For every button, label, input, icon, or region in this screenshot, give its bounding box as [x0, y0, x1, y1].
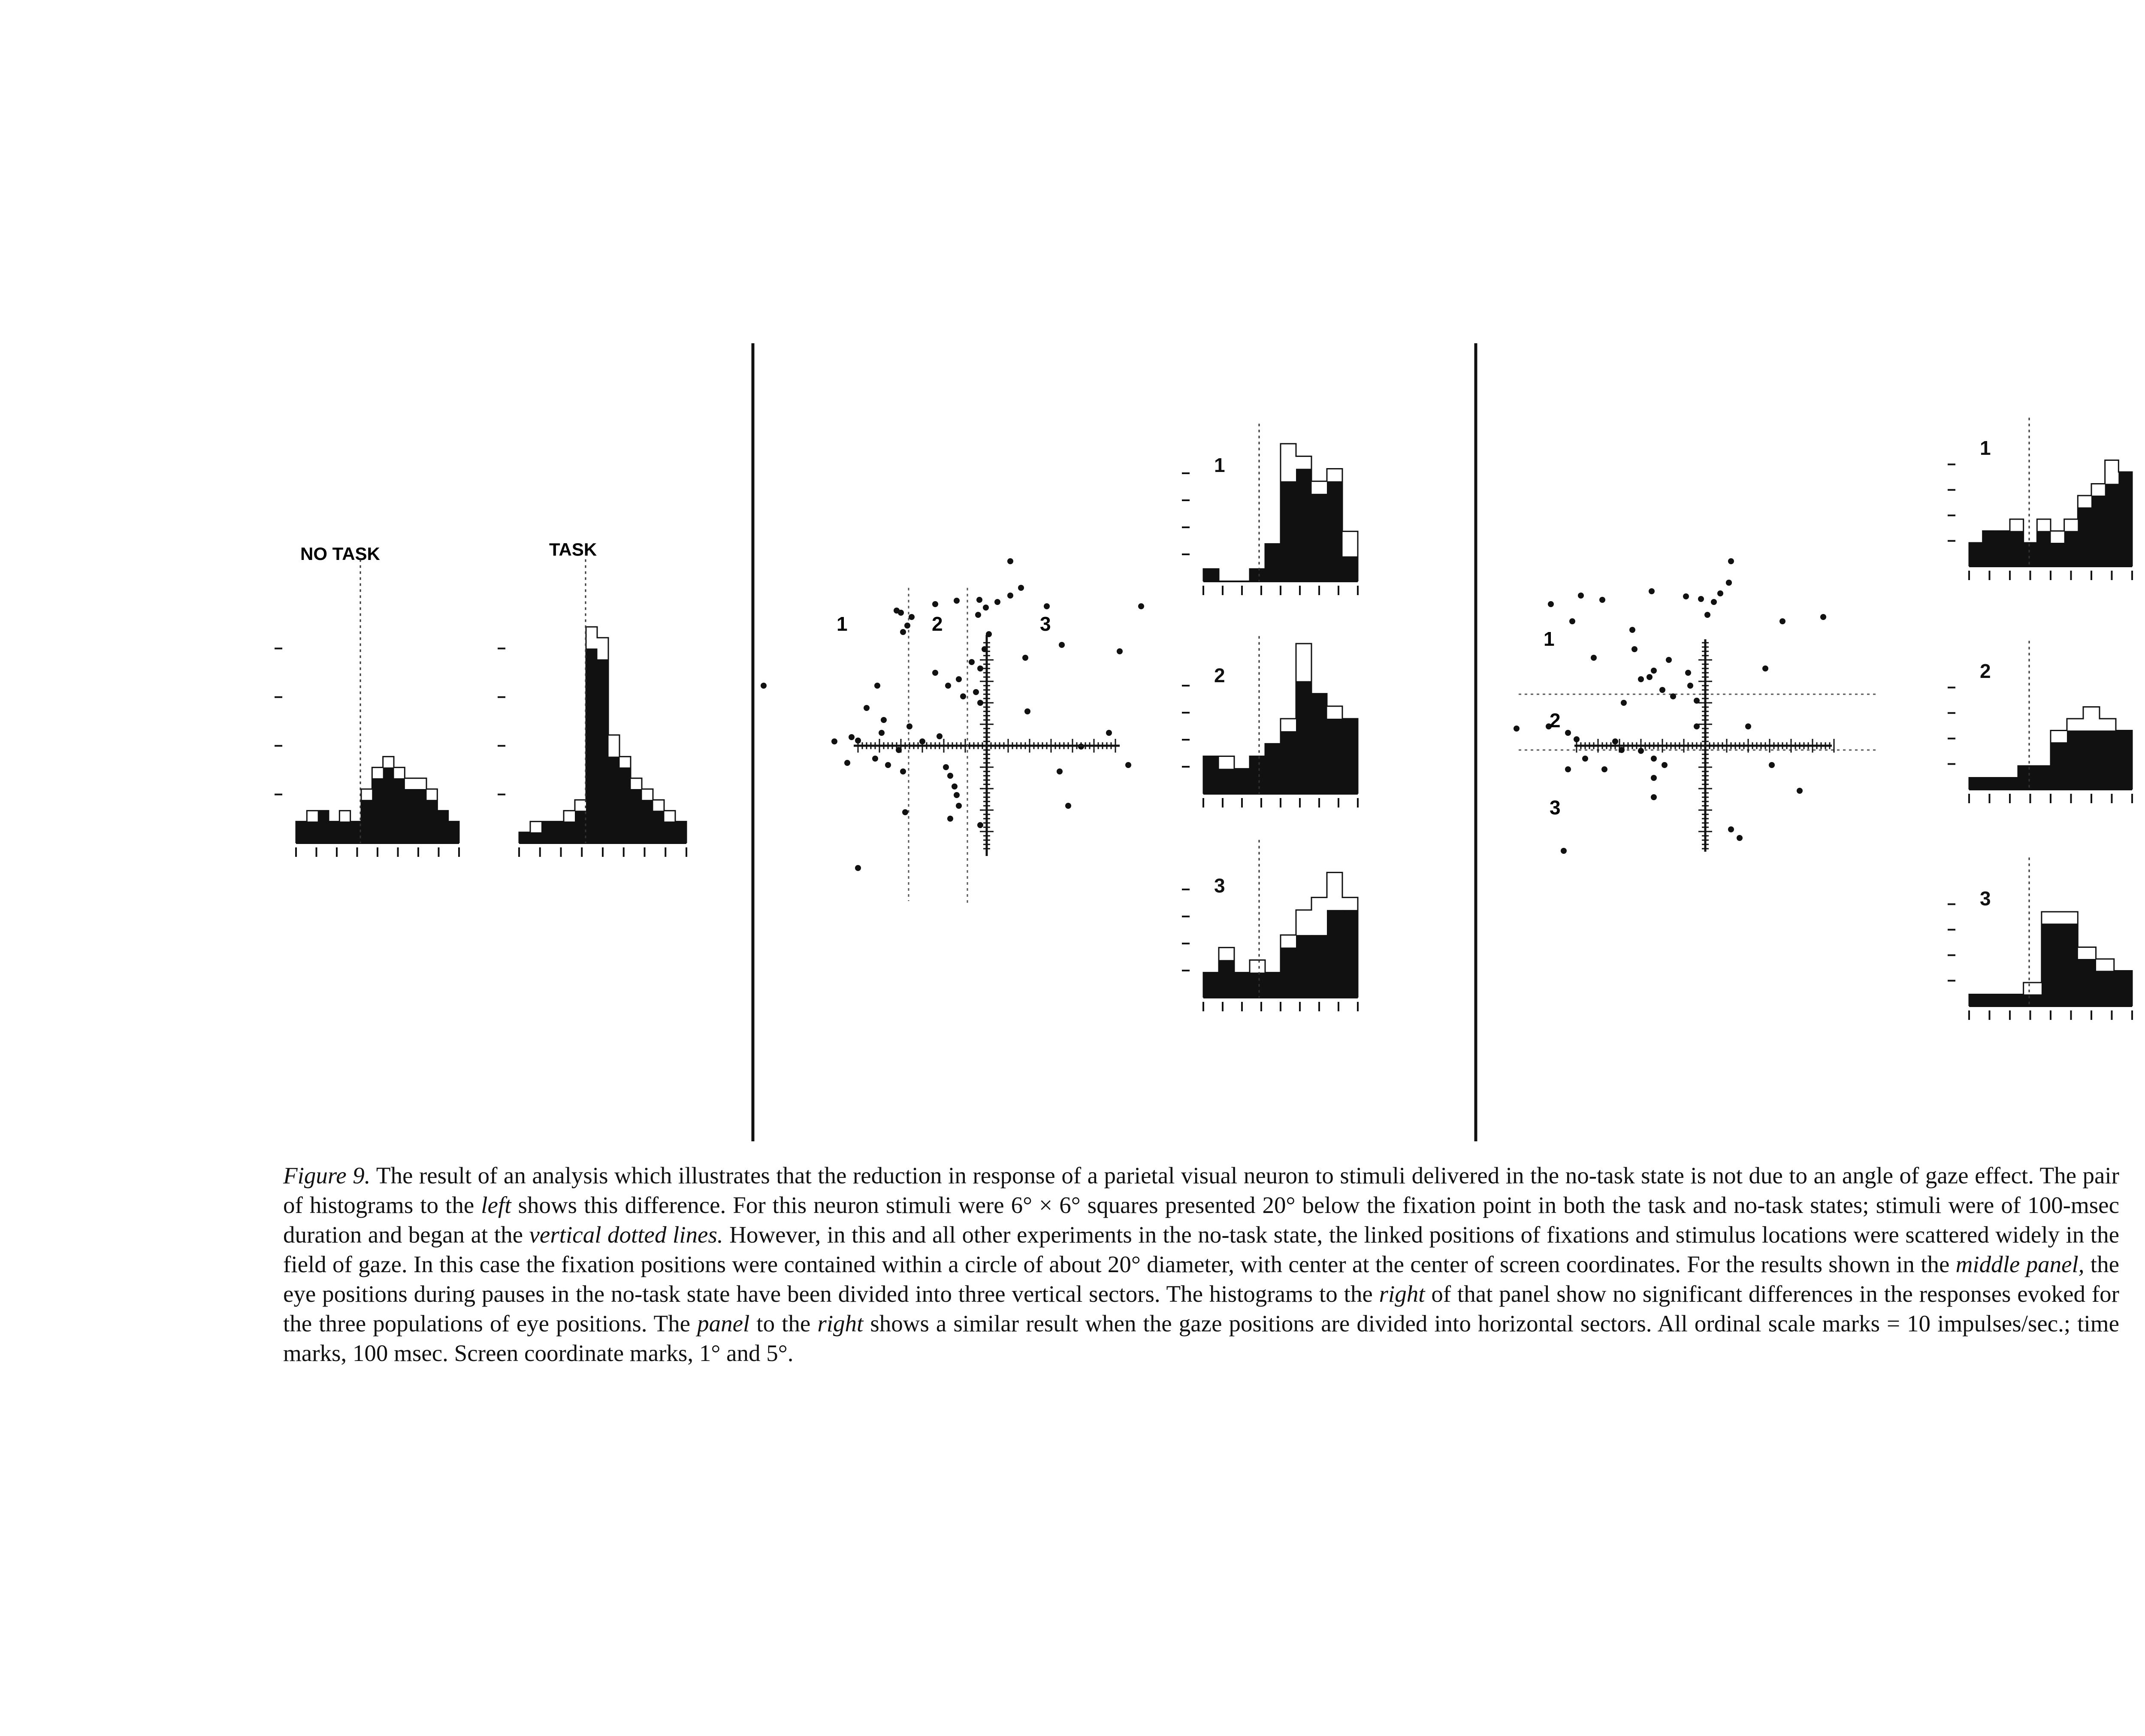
- histogram-bar: [541, 822, 553, 843]
- histogram-bar: [2091, 496, 2105, 566]
- histogram-bar: [2005, 995, 2024, 1007]
- eye-position-point: [900, 768, 906, 774]
- eye-position-point: [937, 733, 943, 739]
- scatter-horizontal-sectors: [1514, 558, 1879, 854]
- histogram-sector-label: 2: [1214, 664, 1225, 687]
- eye-position-point: [1629, 627, 1635, 633]
- eye-position-point: [1561, 848, 1567, 854]
- eye-position-point: [1106, 730, 1112, 736]
- eye-position-point: [1582, 756, 1588, 762]
- histogram-bar: [1296, 681, 1312, 794]
- histogram-bar: [664, 822, 676, 843]
- eye-position-point: [1797, 788, 1803, 794]
- eye-position-point: [976, 597, 982, 603]
- histogram-bar: [1342, 910, 1358, 998]
- eye-position-point: [1117, 648, 1123, 654]
- histogram-bar: [383, 768, 394, 843]
- eye-position-point: [956, 676, 962, 682]
- histogram-bar: [339, 822, 350, 843]
- eye-position-point: [885, 762, 891, 768]
- eye-position-point: [1514, 726, 1520, 732]
- histogram-bar: [2118, 472, 2132, 566]
- histogram-right-sector-1: [1948, 418, 2133, 581]
- histogram-bar: [2096, 971, 2115, 1007]
- histogram-bar: [1219, 769, 1235, 794]
- eye-position-point: [849, 734, 855, 740]
- eye-position-point: [1779, 618, 1785, 624]
- histogram-bar: [2051, 543, 2064, 566]
- histogram-bar: [1234, 973, 1250, 998]
- eye-position-point: [879, 730, 885, 736]
- histogram-bar: [608, 756, 620, 843]
- eye-position-point: [954, 792, 960, 798]
- eye-position-point: [902, 809, 908, 815]
- histogram-middle-sector-3: [1182, 840, 1358, 1012]
- eye-position-point: [1651, 794, 1657, 800]
- eye-position-point: [982, 646, 988, 652]
- eye-position-point: [1737, 835, 1743, 841]
- histogram-bar: [1250, 569, 1266, 581]
- eye-position-point: [1065, 803, 1071, 809]
- eye-position-point: [1711, 599, 1717, 605]
- histogram-sector-label: 3: [1214, 874, 1225, 897]
- eye-position-point: [1704, 612, 1710, 618]
- eye-position-point: [1820, 614, 1826, 620]
- histogram-bar: [426, 800, 438, 843]
- eye-position-point: [1666, 657, 1672, 663]
- eye-position-point: [1649, 588, 1655, 594]
- histogram-task: [498, 560, 687, 857]
- histogram-bar: [653, 811, 665, 843]
- histogram-bar: [1281, 481, 1296, 581]
- eye-position-point: [943, 764, 949, 770]
- eye-position-point: [872, 756, 878, 762]
- histogram-bar: [1311, 935, 1327, 998]
- histogram-right-sector-3: [1948, 858, 2133, 1020]
- eye-position-point: [1728, 558, 1734, 564]
- histogram-bar: [1203, 756, 1219, 794]
- histogram-bar: [1342, 556, 1358, 581]
- eye-position-point: [977, 822, 983, 828]
- histogram-sector-label: 1: [1980, 437, 1991, 459]
- eye-position-point: [1591, 655, 1597, 661]
- eye-position-point: [904, 623, 910, 629]
- histogram-bar: [2116, 731, 2133, 790]
- histogram-bar: [2034, 766, 2051, 789]
- histogram-bar: [394, 778, 405, 843]
- histogram-middle-sector-1: [1182, 424, 1358, 596]
- histogram-bar: [1281, 731, 1296, 794]
- eye-position-point: [855, 738, 861, 744]
- eye-position-point: [994, 599, 1000, 605]
- eye-position-point: [1619, 747, 1625, 753]
- eye-position-point: [952, 783, 958, 789]
- histogram-bar: [1987, 995, 2006, 1007]
- histogram-bar: [372, 778, 383, 843]
- eye-position-point: [874, 683, 880, 689]
- eye-position-point: [1044, 603, 1050, 609]
- histogram-bar: [2010, 531, 2024, 567]
- histogram-right-sector-2: [1948, 641, 2133, 804]
- eye-position-point: [855, 865, 861, 871]
- eye-position-point: [1565, 766, 1571, 772]
- histogram-bar: [1296, 935, 1312, 998]
- histogram-bar: [1327, 481, 1343, 581]
- middle-sector-label-2: 2: [932, 613, 943, 635]
- histogram-bar: [361, 800, 372, 843]
- eye-position-point: [1728, 826, 1734, 832]
- histogram-bar: [2064, 531, 2078, 567]
- histogram-bar: [307, 822, 318, 843]
- eye-position-point: [896, 747, 902, 753]
- eye-position-point: [1638, 676, 1644, 682]
- histogram-bar: [416, 789, 427, 843]
- eye-position-point: [844, 760, 850, 766]
- histogram-bar: [586, 648, 598, 843]
- eye-position-point: [954, 598, 960, 604]
- histogram-bar: [1219, 960, 1235, 998]
- histogram-bar: [564, 822, 575, 843]
- eye-position-point: [960, 693, 966, 699]
- eye-position-point: [1631, 646, 1637, 652]
- eye-position-point: [956, 803, 962, 809]
- histogram-bar: [2067, 731, 2084, 790]
- eye-position-point: [1647, 674, 1653, 680]
- scatter-vertical-sectors: [761, 558, 1144, 905]
- histogram-bar: [1969, 995, 1988, 1007]
- right-sector-label-3: 3: [1550, 796, 1561, 819]
- histogram-bar: [575, 811, 586, 843]
- eye-position-point: [1018, 585, 1024, 591]
- eye-position-point: [909, 614, 915, 620]
- eye-position-point: [1569, 618, 1575, 624]
- task-label: TASK: [549, 539, 597, 560]
- histogram-bar: [2024, 995, 2042, 1007]
- histogram-bar: [1250, 756, 1266, 794]
- middle-sector-label-1: 1: [837, 613, 848, 635]
- histogram-bar: [296, 822, 307, 843]
- histogram-bar: [1996, 531, 2010, 567]
- histogram-bar: [1969, 543, 1983, 566]
- histogram-bar: [642, 800, 653, 843]
- histogram-bar: [2060, 924, 2078, 1007]
- histogram-bar: [1265, 973, 1281, 998]
- histogram-bar: [1203, 569, 1219, 581]
- eye-position-point: [1638, 748, 1644, 754]
- histogram-sector-label: 2: [1980, 660, 1991, 682]
- eye-position-point: [1745, 723, 1751, 729]
- histogram-bar: [437, 811, 448, 843]
- eye-position-point: [898, 610, 904, 616]
- eye-position-point: [1125, 762, 1131, 768]
- eye-position-point: [1059, 642, 1065, 648]
- eye-position-point: [1698, 596, 1704, 602]
- histogram-bar: [1327, 910, 1343, 998]
- histogram-bar: [2105, 484, 2119, 567]
- eye-position-point: [864, 705, 870, 711]
- eye-position-point: [975, 612, 981, 618]
- eye-position-point: [1694, 698, 1700, 704]
- histogram-bar: [2018, 766, 2035, 789]
- histogram-bar: [519, 832, 531, 843]
- eye-position-point: [1662, 762, 1668, 768]
- no-task-label: NO TASK: [300, 544, 380, 564]
- eye-position-point: [1078, 744, 1084, 750]
- eye-position-point: [1022, 655, 1028, 661]
- histogram-bar: [2042, 924, 2060, 1007]
- histogram-bar: [1296, 469, 1312, 582]
- eye-position-point: [1687, 683, 1693, 689]
- histogram-bar: [2083, 731, 2100, 790]
- histogram-bar: [675, 822, 687, 843]
- eye-position-point: [1769, 762, 1775, 768]
- histogram-bar: [2002, 778, 2018, 790]
- histogram-bar: [1342, 719, 1358, 794]
- histogram-bar: [1265, 744, 1281, 794]
- eye-position-point: [761, 683, 767, 689]
- eye-position-point: [1007, 593, 1013, 599]
- eye-position-point: [932, 670, 938, 676]
- histogram-bar: [448, 822, 459, 843]
- histogram-bar: [2114, 971, 2133, 1007]
- eye-position-point: [919, 738, 925, 744]
- histogram-bar: [1311, 494, 1327, 581]
- eye-position-point: [1057, 768, 1063, 774]
- histogram-bar: [1969, 778, 1986, 790]
- histogram-bar: [530, 832, 542, 843]
- eye-position-point: [983, 605, 989, 611]
- histogram-bar: [1234, 769, 1250, 794]
- eye-position-point: [986, 631, 992, 637]
- eye-position-point: [1578, 593, 1584, 599]
- eye-position-point: [1762, 665, 1768, 671]
- eye-position-point: [1651, 775, 1657, 781]
- eye-position-point: [1726, 580, 1732, 586]
- eye-position-point: [1651, 756, 1657, 762]
- histogram-bar: [1250, 973, 1266, 998]
- histogram-bar: [2078, 959, 2096, 1006]
- eye-position-point: [1138, 603, 1144, 609]
- eye-position-point: [973, 689, 979, 695]
- eye-position-point: [1024, 708, 1030, 714]
- eye-position-point: [1599, 597, 1605, 603]
- eye-position-point: [947, 816, 953, 822]
- eye-position-point: [881, 717, 887, 723]
- eye-position-point: [831, 738, 837, 744]
- histogram-bar: [2078, 508, 2091, 567]
- eye-position-point: [1651, 668, 1657, 674]
- histogram-bar: [1311, 694, 1327, 794]
- eye-position-point: [977, 665, 983, 671]
- eye-position-point: [906, 723, 912, 729]
- histogram-bar: [2051, 742, 2067, 789]
- eye-position-point: [900, 629, 906, 635]
- histogram-bar: [1203, 973, 1219, 998]
- eye-position-point: [977, 700, 983, 706]
- histogram-no-task: [275, 560, 459, 857]
- eye-position-point: [1659, 687, 1665, 693]
- eye-position-point: [932, 601, 938, 607]
- eye-position-point: [1683, 593, 1689, 599]
- eye-position-point: [1574, 736, 1580, 742]
- eye-position-point: [945, 683, 951, 689]
- eye-position-point: [1548, 601, 1554, 607]
- histogram-bar: [619, 768, 631, 843]
- histogram-bar: [2100, 731, 2116, 790]
- figure-label: Figure 9.: [283, 1162, 371, 1189]
- eye-position-point: [1717, 590, 1723, 596]
- histogram-bar: [1265, 544, 1281, 582]
- histogram-bar: [405, 789, 416, 843]
- eye-position-point: [1007, 558, 1013, 564]
- right-sector-label-2: 2: [1550, 709, 1561, 732]
- histogram-bar: [318, 811, 329, 843]
- histogram-bar: [2024, 543, 2037, 566]
- eye-position-point: [1565, 730, 1571, 736]
- eye-position-point: [969, 659, 975, 665]
- histogram-bar: [2037, 531, 2051, 567]
- histogram-bar: [329, 822, 340, 843]
- eye-position-point: [1670, 693, 1676, 699]
- eye-position-point: [1694, 723, 1700, 729]
- histogram-bar: [1985, 778, 2002, 790]
- eye-position-point: [947, 773, 953, 779]
- histogram-middle-sector-2: [1182, 636, 1358, 808]
- eye-position-point: [1685, 670, 1691, 676]
- histogram-bar: [631, 789, 642, 843]
- figure-caption: Figure 9. The result of an analysis which illustrates that the reduction in response of a parietal visual neuron to stimuli delivered in the no-task state is not due to an angle of gaze effect. The pair of histograms to the left shows this difference. For this neuron stimuli were 6° × 6° squares presented 20° below the fixation point in both the task and no-task states; stimuli were of 100-msec duration and began at the vertical dotted lines. However, in this and all other experiments in the no-task state, the linked positions of fixations and stimulus locations were scattered widely in the field of gaze. In this case the fixation positions were contained within a circle of about 20° diameter, with center at the center of screen coordinates. For the results shown in the middle panel, the eye positions during pauses in the no-task state have been divided into three vertical sectors. The histograms to the right of that panel show no significant differences in the responses evoked for the three populations of eye positions. The panel to the right shows a similar result when the gaze positions are divided into horizontal sectors. All ordinal scale marks = 10 impulses/sec.; time marks, 100 msec. Screen coordinate marks, 1° and 5°.: [283, 1162, 2119, 1366]
- histogram-bar: [1281, 947, 1296, 998]
- histogram-bar: [553, 822, 564, 843]
- eye-position-point: [1601, 766, 1607, 772]
- eye-position-point: [1621, 700, 1627, 706]
- right-sector-label-1: 1: [1544, 628, 1555, 650]
- histogram-bar: [1327, 719, 1343, 794]
- histogram-sector-label: 1: [1214, 454, 1225, 476]
- histogram-sector-label: 3: [1980, 887, 1991, 910]
- histogram-bar: [597, 659, 609, 843]
- eye-position-point: [1612, 738, 1618, 744]
- histogram-bar: [1983, 531, 1997, 567]
- middle-sector-label-3: 3: [1040, 613, 1051, 635]
